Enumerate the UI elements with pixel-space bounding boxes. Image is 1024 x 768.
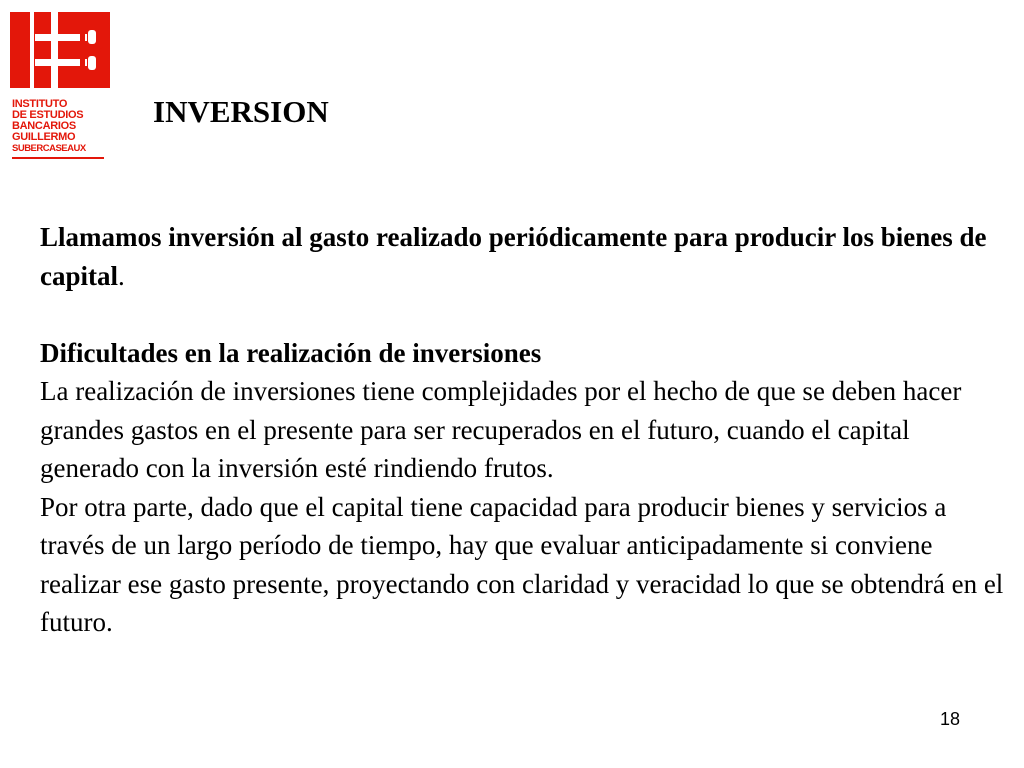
logo-line: BANCARIOS: [12, 120, 76, 132]
logo-line: SUBERCASEAUX: [12, 143, 86, 154]
logo-line: GUILLERMO: [12, 131, 76, 143]
slide-title: INVERSION: [153, 94, 329, 129]
page-number: 18: [940, 709, 961, 729]
logo-line: INSTITUTO: [12, 98, 68, 110]
logo-wordmark: [12, 99, 108, 159]
institution-logo: [10, 12, 110, 162]
slide-body: [40, 218, 1015, 642]
body-paragraph-1: La realización de inversiones tiene complejidades por el hecho de que se deben hacer grandes gastos en el presente para ser recuperados en el futuro, cuando el capital generado con la inversión esté rindiendo frutos.: [40, 376, 962, 483]
definition-paragraph: [40, 218, 1015, 295]
body-paragraph-2: Por otra parte, dado que el capital tiene capacidad para producir bienes y servicios a través de un largo período de tiempo, hay que evaluar anticipadamente si conviene realizar ese gasto presente, proyectando con claridad y veracidad lo que se obtendrá en el futuro.: [40, 491, 1004, 637]
spacer: [40, 295, 1015, 334]
definition-text: Llamamos inversión al gasto realizado periódicamente para producir los bienes de capital: [40, 222, 987, 291]
definition-period: .: [118, 260, 125, 291]
logo-mark-icon: [10, 12, 110, 92]
logo-underline: [12, 157, 104, 159]
section-heading: Dificultades en la realización de inversiones: [40, 337, 542, 368]
logo-line: DE ESTUDIOS: [12, 109, 84, 121]
